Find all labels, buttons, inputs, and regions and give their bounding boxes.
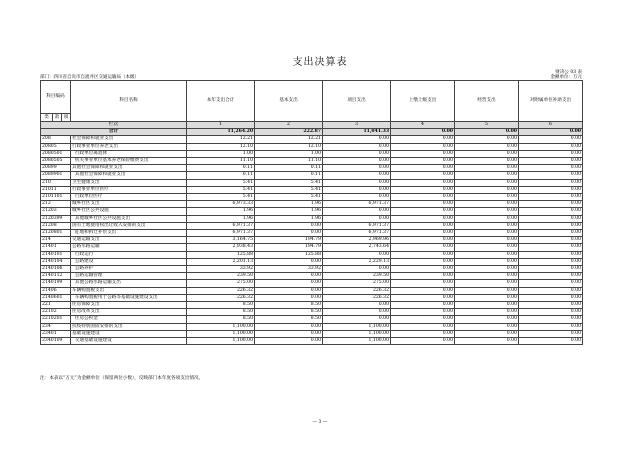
- amount-cell-c6: 0.00: [519, 302, 583, 309]
- total-c4: 0.00: [391, 129, 455, 136]
- subject-name-cell: 住房改革支出: [71, 309, 187, 316]
- subject-name-cell: 其他城乡社区公共设施支出: [71, 215, 187, 222]
- amount-cell-c5: 0.00: [455, 302, 519, 309]
- amount-cell-c3: 6,971.37: [323, 230, 391, 237]
- amount-cell-c1: 8.50: [187, 302, 255, 309]
- amount-cell-c6: 0.00: [519, 309, 583, 316]
- amount-cell-c2: 1.96: [255, 208, 323, 215]
- amount-cell-c6: 0.00: [519, 222, 583, 229]
- amount-cell-c2: 0.00: [255, 258, 323, 265]
- table-row: [41, 294, 583, 301]
- index-c2: 2: [255, 122, 323, 129]
- amount-cell-c2: 0.00: [255, 287, 323, 294]
- amount-cell-c2: 8.50: [255, 316, 323, 323]
- amount-cell-c3: 0.00: [323, 150, 391, 157]
- amount-cell-c4: 0.00: [391, 201, 455, 208]
- subject-code-cell: 20805: [41, 143, 71, 150]
- amount-cell-c3: 0.00: [323, 251, 391, 258]
- amount-cell-c4: 0.00: [391, 258, 455, 265]
- amount-cell-c6: 0.00: [519, 237, 583, 244]
- header-subject-name: 科目名称: [71, 81, 187, 122]
- subject-name-cell: 住房保障支出: [71, 302, 187, 309]
- table-row: [41, 179, 583, 186]
- table-row: [41, 208, 583, 215]
- amount-cell-c3: 1,100.00: [323, 323, 391, 330]
- amount-cell-c4: 0.00: [391, 287, 455, 294]
- amount-cell-c6: 0.00: [519, 158, 583, 165]
- amount-cell-c3: 0.00: [323, 302, 391, 309]
- amount-cell-c3: 2,229.13: [323, 258, 391, 265]
- amount-cell-c4: 0.00: [391, 338, 455, 345]
- amount-cell-c3: 0.00: [323, 172, 391, 179]
- page-number: — 3 —: [312, 420, 328, 425]
- amount-cell-c2: 12.21: [255, 136, 323, 143]
- table-row: [41, 287, 583, 294]
- amount-cell-c4: 0.00: [391, 158, 455, 165]
- amount-cell-c5: 0.00: [455, 158, 519, 165]
- amount-cell-c5: 0.00: [455, 208, 519, 215]
- amount-cell-c5: 0.00: [455, 309, 519, 316]
- amount-cell-c3: 226.32: [323, 287, 391, 294]
- table-row: [41, 323, 583, 330]
- subject-name-cell: 征地和拆迁补偿支出: [71, 230, 187, 237]
- amount-cell-c1: 2,938.43: [187, 244, 255, 251]
- amount-cell-c3: 0.00: [323, 165, 391, 172]
- amount-cell-c4: 0.00: [391, 150, 455, 157]
- amount-cell-c4: 0.00: [391, 280, 455, 287]
- table-row: [41, 258, 583, 265]
- amount-cell-c3: 0.00: [323, 179, 391, 186]
- subject-code-cell: 2140106: [41, 266, 71, 273]
- subject-code-cell: 2120399: [41, 215, 71, 222]
- header-lei: 类: [41, 114, 53, 122]
- amount-cell-c3: 226.32: [323, 294, 391, 301]
- subject-name-cell: 行政单位离退休: [71, 150, 187, 157]
- subject-code-cell: 221: [41, 302, 71, 309]
- amount-cell-c3: 0.00: [323, 194, 391, 201]
- amount-cell-c2: 33.92: [255, 266, 323, 273]
- amount-cell-c2: 1.96: [255, 201, 323, 208]
- subject-code-cell: 2080505: [41, 158, 71, 165]
- header-xiang: 项: [62, 114, 71, 122]
- amount-cell-c6: 0.00: [519, 244, 583, 251]
- amount-cell-c4: 0.00: [391, 302, 455, 309]
- subject-name-cell: 住房公积金: [71, 316, 187, 323]
- index-row: [41, 122, 583, 129]
- subject-code-cell: 2089901: [41, 172, 71, 179]
- amount-cell-c2: 0.11: [255, 165, 323, 172]
- amount-cell-c4: 0.00: [391, 294, 455, 301]
- table-row: [41, 194, 583, 201]
- amount-cell-c5: 0.00: [455, 172, 519, 179]
- subject-name-cell: 车辆购置税用于公路等基础设施建设支出: [71, 294, 187, 301]
- amount-cell-c5: 0.00: [455, 273, 519, 280]
- subject-name-cell: 交通运输支出: [71, 237, 187, 244]
- amount-cell-c3: 6,971.37: [323, 201, 391, 208]
- subject-code-cell: 2140104: [41, 258, 71, 265]
- amount-cell-c2: 0.00: [255, 230, 323, 237]
- amount-cell-c5: 0.00: [455, 330, 519, 337]
- amount-cell-c1: 8.50: [187, 316, 255, 323]
- amount-cell-c6: 0.00: [519, 165, 583, 172]
- amount-cell-c6: 0.00: [519, 316, 583, 323]
- amount-cell-c1: 1,100.00: [187, 323, 255, 330]
- amount-cell-c2: 0.00: [255, 338, 323, 345]
- amount-cell-c1: 5.41: [187, 186, 255, 193]
- amount-cell-c1: 8.50: [187, 309, 255, 316]
- amount-cell-c3: 1,100.00: [323, 330, 391, 337]
- amount-cell-c5: 0.00: [455, 244, 519, 251]
- amount-cell-c1: 12.21: [187, 136, 255, 143]
- amount-cell-c3: 1,100.00: [323, 338, 391, 345]
- amount-cell-c5: 0.00: [455, 294, 519, 301]
- table-row: [41, 143, 583, 150]
- table-row: [41, 172, 583, 179]
- amount-cell-c1: 226.32: [187, 294, 255, 301]
- amount-cell-c5: 0.00: [455, 316, 519, 323]
- amount-cell-c2: 5.41: [255, 194, 323, 201]
- amount-cell-c2: 0.00: [255, 294, 323, 301]
- amount-cell-c1: 0.11: [187, 172, 255, 179]
- amount-cell-c5: 0.00: [455, 266, 519, 273]
- amount-cell-c4: 0.00: [391, 186, 455, 193]
- header-kuan: 款: [53, 114, 62, 122]
- subject-name-cell: 车辆购置税支出: [71, 287, 187, 294]
- amount-cell-c3: 239.50: [323, 273, 391, 280]
- amount-cell-c6: 0.00: [519, 208, 583, 215]
- amount-cell-c3: 0.00: [323, 136, 391, 143]
- amount-cell-c6: 0.00: [519, 294, 583, 301]
- index-c6: 6: [519, 122, 583, 129]
- total-c2: 222.87: [255, 129, 323, 136]
- table-row: [41, 338, 583, 345]
- table-row: [41, 165, 583, 172]
- subject-name-cell: 公路运输管理: [71, 273, 187, 280]
- amount-cell-c1: 6,971.37: [187, 230, 255, 237]
- amount-cell-c3: 0.00: [323, 266, 391, 273]
- table-row: [41, 273, 583, 280]
- amount-cell-c2: 5.41: [255, 179, 323, 186]
- amount-cell-c1: 11.10: [187, 158, 255, 165]
- amount-cell-c6: 0.00: [519, 251, 583, 258]
- subject-name-cell: 城乡社区公共设施: [71, 208, 187, 215]
- amount-cell-c2: 194.79: [255, 244, 323, 251]
- subject-code-cell: 2140601: [41, 294, 71, 301]
- index-c5: 5: [455, 122, 519, 129]
- subject-code-cell: 2101101: [41, 194, 71, 201]
- amount-cell-c3: 0.00: [323, 158, 391, 165]
- amount-cell-c5: 0.00: [455, 237, 519, 244]
- amount-cell-c6: 0.00: [519, 273, 583, 280]
- amount-cell-c1: 125.88: [187, 251, 255, 258]
- subject-code-cell: 2210201: [41, 316, 71, 323]
- index-c3: 3: [323, 122, 391, 129]
- amount-cell-c4: 0.00: [391, 273, 455, 280]
- subject-code-cell: 2140199: [41, 280, 71, 287]
- amount-cell-c6: 0.00: [519, 230, 583, 237]
- amount-unit: 金额单位：万元: [550, 75, 582, 80]
- total-c5: 0.00: [455, 129, 519, 136]
- subject-name-cell: 社会保障和就业支出: [71, 136, 187, 143]
- amount-cell-c3: 2,743.64: [323, 244, 391, 251]
- total-label: 合计: [41, 129, 187, 136]
- amount-cell-c6: 0.00: [519, 143, 583, 150]
- amount-cell-c1: 1.96: [187, 215, 255, 222]
- page-title: 支出决算表: [292, 57, 348, 68]
- header-business: 经营支出: [455, 81, 519, 122]
- amount-cell-c6: 0.00: [519, 215, 583, 222]
- amount-cell-c2: 194.79: [255, 237, 323, 244]
- amount-cell-c2: 0.00: [255, 222, 323, 229]
- total-c6: 0.00: [519, 129, 583, 136]
- amount-cell-c3: 0.00: [323, 215, 391, 222]
- amount-cell-c6: 0.00: [519, 287, 583, 294]
- amount-cell-c1: 5.41: [187, 194, 255, 201]
- amount-cell-c4: 0.00: [391, 230, 455, 237]
- amount-cell-c4: 0.00: [391, 136, 455, 143]
- table-row: [41, 302, 583, 309]
- subject-name-cell: 其他公路水路运输支出: [71, 280, 187, 287]
- subject-name-cell: 城乡社区支出: [71, 201, 187, 208]
- subject-name-cell: 行政事业单位医疗: [71, 186, 187, 193]
- subject-code-cell: 21011: [41, 186, 71, 193]
- subject-name-cell: 抗疫特别国债安排的支出: [71, 323, 187, 330]
- subject-code-cell: 22102: [41, 309, 71, 316]
- table-row: [41, 316, 583, 323]
- amount-cell-c5: 0.00: [455, 215, 519, 222]
- subject-code-cell: 2120801: [41, 230, 71, 237]
- subject-name-cell: 公路建设: [71, 258, 187, 265]
- amount-cell-c4: 0.00: [391, 194, 455, 201]
- amount-cell-c5: 0.00: [455, 194, 519, 201]
- amount-cell-c1: 1,100.00: [187, 338, 255, 345]
- amount-cell-c2: 125.88: [255, 251, 323, 258]
- amount-cell-c4: 0.00: [391, 172, 455, 179]
- index-label: 栏次: [41, 122, 187, 129]
- subject-code-cell: 23401: [41, 330, 71, 337]
- table-row: [41, 330, 583, 337]
- subject-name-cell: 行政单位医疗: [71, 194, 187, 201]
- table-row: [41, 244, 583, 251]
- amount-cell-c1: 33.92: [187, 266, 255, 273]
- amount-cell-c6: 0.00: [519, 179, 583, 186]
- amount-cell-c5: 0.00: [455, 186, 519, 193]
- subject-name-cell: 交通基础设施建设: [71, 338, 187, 345]
- table-row: [41, 230, 583, 237]
- subject-name-cell: 机关事业单位基本养老保险缴费支出: [71, 158, 187, 165]
- subject-code-cell: 2340109: [41, 338, 71, 345]
- subject-code-cell: 21401: [41, 244, 71, 251]
- amount-cell-c2: 0.11: [255, 172, 323, 179]
- amount-cell-c5: 0.00: [455, 150, 519, 157]
- index-c1: 1: [187, 122, 255, 129]
- amount-cell-c6: 0.00: [519, 172, 583, 179]
- amount-cell-c1: 6,971.37: [187, 222, 255, 229]
- amount-cell-c3: 0.00: [323, 316, 391, 323]
- subject-code-cell: 2140112: [41, 273, 71, 280]
- subject-code-cell: 21208: [41, 222, 71, 229]
- subject-code-cell: 21203: [41, 208, 71, 215]
- amount-cell-c4: 0.00: [391, 237, 455, 244]
- subject-code-cell: 210: [41, 179, 71, 186]
- table-row: [41, 186, 583, 193]
- subject-code-cell: 214: [41, 237, 71, 244]
- subject-code-cell: 208: [41, 136, 71, 143]
- amount-cell-c6: 0.00: [519, 201, 583, 208]
- subject-name-cell: 行政运行: [71, 251, 187, 258]
- amount-cell-c1: 5.41: [187, 179, 255, 186]
- amount-cell-c2: 0.00: [255, 273, 323, 280]
- table-row: [41, 237, 583, 244]
- amount-cell-c5: 0.00: [455, 143, 519, 150]
- table-row: [41, 309, 583, 316]
- subject-name-cell: 公路养护: [71, 266, 187, 273]
- amount-cell-c3: 2,969.96: [323, 237, 391, 244]
- expenditure-table: [40, 80, 583, 345]
- amount-cell-c2: 1.96: [255, 215, 323, 222]
- amount-cell-c2: 0.00: [255, 330, 323, 337]
- amount-cell-c5: 0.00: [455, 280, 519, 287]
- subject-name-cell: 国有土地使用权出让收入安排的支出: [71, 222, 187, 229]
- amount-cell-c6: 0.00: [519, 136, 583, 143]
- index-c4: 4: [391, 122, 455, 129]
- amount-cell-c3: 0.00: [323, 208, 391, 215]
- header-project: 项目支出: [323, 81, 391, 122]
- amount-cell-c2: 8.50: [255, 309, 323, 316]
- amount-cell-c4: 0.00: [391, 222, 455, 229]
- amount-cell-c3: 0.00: [323, 186, 391, 193]
- amount-cell-c1: 1.96: [187, 208, 255, 215]
- subject-name-cell: 行政事业单位养老支出: [71, 143, 187, 150]
- amount-cell-c1: 239.50: [187, 273, 255, 280]
- amount-cell-c6: 0.00: [519, 280, 583, 287]
- header-subsidiary: 对附属单位补助支出: [519, 81, 583, 122]
- subject-code-cell: 2140101: [41, 251, 71, 258]
- header-total: 本年支出合计: [187, 81, 255, 122]
- subject-code-cell: 212: [41, 201, 71, 208]
- amount-cell-c6: 0.00: [519, 266, 583, 273]
- amount-cell-c4: 0.00: [391, 251, 455, 258]
- amount-cell-c1: 3,164.75: [187, 237, 255, 244]
- amount-cell-c2: 5.41: [255, 186, 323, 193]
- subject-code-cell: 2080501: [41, 150, 71, 157]
- amount-cell-c3: 6,971.37: [323, 222, 391, 229]
- table-row: [41, 158, 583, 165]
- total-c1: 11,264.20: [187, 129, 255, 136]
- footnote: 注：本表以“万元”为金额单位（保留两位小数），反映部门本年度各项支出情况。: [40, 376, 204, 381]
- amount-cell-c4: 0.00: [391, 316, 455, 323]
- amount-cell-c5: 0.00: [455, 287, 519, 294]
- subject-name-cell: 其他社会保障和就业支出: [71, 165, 187, 172]
- subject-name-cell: 基础设施建设: [71, 330, 187, 337]
- amount-cell-c5: 0.00: [455, 165, 519, 172]
- amount-cell-c4: 0.00: [391, 165, 455, 172]
- amount-cell-c1: 12.10: [187, 143, 255, 150]
- amount-cell-c6: 0.00: [519, 323, 583, 330]
- amount-cell-c1: 1.00: [187, 150, 255, 157]
- table-row: [41, 251, 583, 258]
- amount-cell-c1: 0.11: [187, 165, 255, 172]
- amount-cell-c5: 0.00: [455, 179, 519, 186]
- subject-name-cell: 卫生健康支出: [71, 179, 187, 186]
- amount-cell-c3: 0.00: [323, 309, 391, 316]
- amount-cell-c4: 0.00: [391, 323, 455, 330]
- header-basic: 基本支出: [255, 81, 323, 122]
- amount-cell-c4: 0.00: [391, 266, 455, 273]
- amount-cell-c1: 6,973.33: [187, 201, 255, 208]
- subject-name-cell: 其他社会保障和就业支出: [71, 172, 187, 179]
- table-row: [41, 215, 583, 222]
- amount-cell-c4: 0.00: [391, 244, 455, 251]
- subject-code-cell: 21406: [41, 287, 71, 294]
- subject-code-cell: 20899: [41, 165, 71, 172]
- table-row: [41, 201, 583, 208]
- amount-cell-c5: 0.00: [455, 222, 519, 229]
- amount-cell-c2: 11.10: [255, 158, 323, 165]
- subject-name-cell: 公路水路运输: [71, 244, 187, 251]
- amount-cell-c6: 0.00: [519, 258, 583, 265]
- department-label: 部门：四川省自贡市自流井区交通运输局（本级）: [40, 75, 139, 80]
- amount-cell-c2: 0.00: [255, 323, 323, 330]
- amount-cell-c5: 0.00: [455, 136, 519, 143]
- table-row: [41, 222, 583, 229]
- amount-cell-c2: 0.00: [255, 280, 323, 287]
- amount-cell-c1: 226.32: [187, 287, 255, 294]
- table-row: [41, 136, 583, 143]
- total-row: [41, 129, 583, 136]
- amount-cell-c3: 275.00: [323, 280, 391, 287]
- amount-cell-c5: 0.00: [455, 230, 519, 237]
- form-code: 财决公 03 表: [555, 70, 582, 75]
- subject-code-cell: 234: [41, 323, 71, 330]
- amount-cell-c1: 1,100.00: [187, 330, 255, 337]
- amount-cell-c6: 0.00: [519, 194, 583, 201]
- amount-cell-c4: 0.00: [391, 208, 455, 215]
- amount-cell-c4: 0.00: [391, 215, 455, 222]
- amount-cell-c3: 0.00: [323, 143, 391, 150]
- amount-cell-c5: 0.00: [455, 258, 519, 265]
- amount-cell-c2: 8.50: [255, 302, 323, 309]
- amount-cell-c5: 0.00: [455, 338, 519, 345]
- header-row: [41, 81, 583, 114]
- amount-cell-c1: 275.00: [187, 280, 255, 287]
- amount-cell-c5: 0.00: [455, 251, 519, 258]
- amount-cell-c5: 0.00: [455, 201, 519, 208]
- table-row: [41, 150, 583, 157]
- amount-cell-c6: 0.00: [519, 338, 583, 345]
- amount-cell-c4: 0.00: [391, 309, 455, 316]
- amount-cell-c1: 2,201.13: [187, 258, 255, 265]
- amount-cell-c2: 12.10: [255, 143, 323, 150]
- amount-cell-c6: 0.00: [519, 150, 583, 157]
- table-row: [41, 266, 583, 273]
- amount-cell-c6: 0.00: [519, 330, 583, 337]
- amount-cell-c4: 0.00: [391, 179, 455, 186]
- total-c3: 11,041.33: [323, 129, 391, 136]
- table-row: [41, 280, 583, 287]
- header-upper: 上缴上级支出: [391, 81, 455, 122]
- header-subject-code: 科目编码: [41, 81, 71, 114]
- amount-cell-c5: 0.00: [455, 323, 519, 330]
- amount-cell-c4: 0.00: [391, 330, 455, 337]
- amount-cell-c6: 0.00: [519, 186, 583, 193]
- amount-cell-c2: 1.00: [255, 150, 323, 157]
- amount-cell-c4: 0.00: [391, 143, 455, 150]
